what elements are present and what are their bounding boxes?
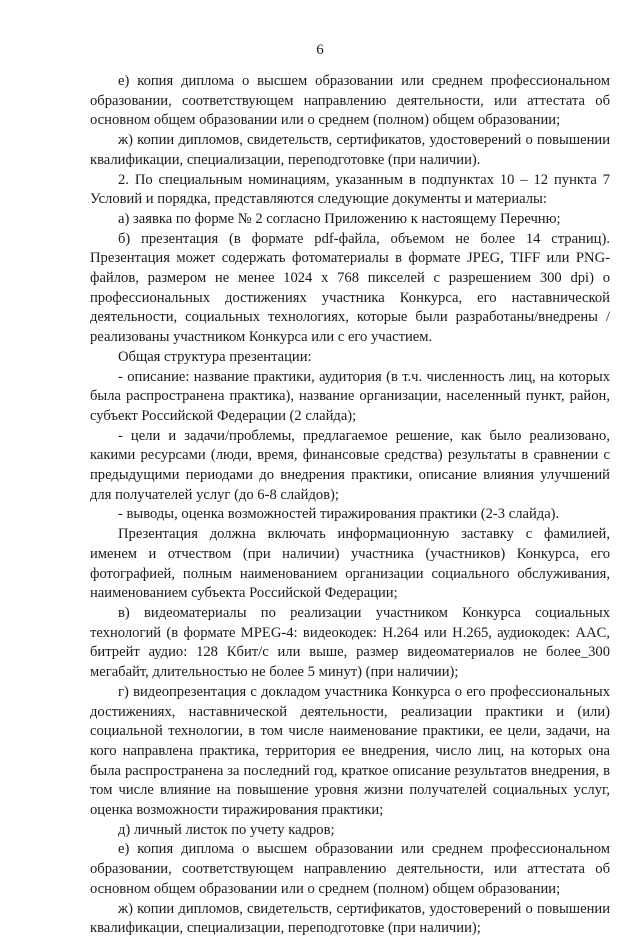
paragraph-presentation-title-slide: Презентация должна включать информационную заставку с фамилией, именем и отчеством (при наличии) участника (участников) Конкурса, его фотографией, полным наименованием организации социального обслуживания, наименованием субъекта Российской Федерации; [90,526,610,602]
paragraph-qualification-copies: ж) копии дипломов, свидетельств, сертификатов, удостоверений о повышении квалификации, специализации, переподготовке (при наличии). [90,132,610,168]
paragraph-qualification-copies-repeat: ж) копии дипломов, свидетельств, сертификатов, удостоверений о повышении квалификации, специализации, переподготовке (при наличии); [90,900,610,937]
paragraph-diploma-copy: е) копия диплома о высшем образовании или среднем профессиональном образовании, соответствующем направлению деятельности, или аттестата об основном общем образовании или о среднем (полном) общем образовании; [90,73,610,129]
paragraph-personnel-sheet: д) личный листок по учету кадров; [118,821,335,838]
paragraph-structure-description: - описание: название практики, аудитория (в т.ч. численность лиц, на которых была распространена практика), название организации, населенный пункт, район, субъект Российской Федерации (2 слайда); [90,368,610,424]
paragraph-video-presentation: г) видеопрезентация с докладом участника Конкурса о его профессиональных достижениях, наставнической деятельности, реализации практики и (или) социальной технологии, в том числе наименование практики, ее цели, задачи, на кого направлена практика, территория ее внедрения, число лиц, на которых она была распространена за последний год, краткое описание результатов внедрения, в том числе влияние на повышение уровня жизни получателей социальных услуг, оценка возможности тиражирования практики; [90,683,610,819]
paragraph-diploma-copy-repeat: е) копия диплома о высшем образовании или среднем профессиональном образовании, соответствующем направлению деятельности, или аттестата об основном общем образовании или о среднем (полном) общем образовании; [90,841,610,897]
paragraph-special-nominations: 2. По специальным номинациям, указанным в подпунктах 10 – 12 пункта 7 Условий и порядка, представляются следующие документы и материалы: [90,171,610,208]
paragraph-structure-goals: - цели и задачи/проблемы, предлагаемое решение, как было реализовано, какими ресурсами (люди, время, финансовые средства) результаты в сравнении с предыдущими периодами до внедрения практики, описание влияния улучшений для получателей услуг (до 6-8 слайдов); [90,427,610,503]
document-body [90,72,610,939]
page-number: 6 [316,42,324,58]
paragraph-application-form: а) заявка по форме № 2 согласно Приложению к настоящему Перечню; [118,210,561,227]
paragraph-presentation-structure: Общая структура презентации: [118,348,312,365]
paragraph-presentation: б) презентация (в формате pdf-файла, объемом не более 14 страниц). Презентация может содержать фотоматериалы в формате JPEG, TIFF или PNG-файлов, размером не менее 1024 x 768 пикселей с разрешением 300 dpi) о профессиональных достижениях участника Конкурса, его наставнической деятельности, социальных технологиях, которые были разработаны/внедрены /реализованы участником Конкурса или с его участием. [90,230,610,346]
paragraph-structure-conclusions: - выводы, оценка возможностей тиражирования практики (2-3 слайда). [118,506,560,523]
paragraph-video-materials: в) видеоматериалы по реализации участником Конкурса социальных технологий (в формате MPEG-4: видеокодек: H.264 или H.265, аудиокодек: AAC, битрейт аудио: 128 Кбит/с или выше, размер видеоматериалов не более_300 мегабайт, длительностью не более 5 минут) (при наличии); [90,604,610,681]
